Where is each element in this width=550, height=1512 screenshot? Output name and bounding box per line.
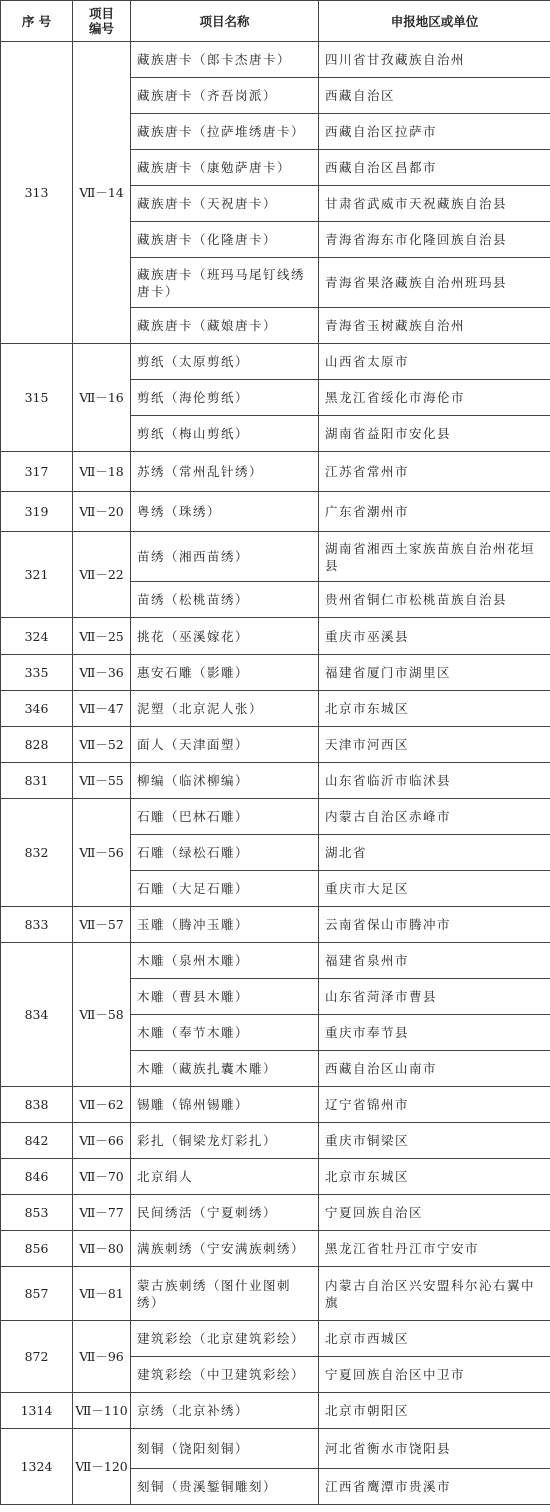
project-name-cell: 藏族唐卡（郎卡杰唐卡） [131, 42, 319, 78]
project-name-cell: 苗绣（松桃苗绣） [131, 582, 319, 618]
project-name-cell: 刻铜（贵溪錾铜雕刻） [131, 1469, 319, 1505]
table-row [1, 691, 550, 727]
table-row [1, 618, 550, 655]
project-name-cell: 藏族唐卡（藏娘唐卡） [131, 308, 319, 344]
seq-cell: 324 [1, 618, 73, 655]
project-name-cell: 泥塑（北京泥人张） [131, 691, 319, 727]
region-cell: 重庆市奉节县 [319, 1015, 550, 1051]
code-cell: Ⅶ－47 [73, 691, 131, 727]
header-code-line1: 项目 [88, 6, 114, 21]
region-cell: 辽宁省锦州市 [319, 1087, 550, 1123]
project-name-cell: 石雕（巴林石雕） [131, 799, 319, 835]
seq-cell: 846 [1, 1159, 73, 1195]
region-cell: 宁夏回族自治区中卫市 [319, 1357, 550, 1393]
table-row [1, 452, 550, 492]
header-seq: 序 号 [1, 1, 73, 42]
project-name-cell: 刻铜（饶阳刻铜） [131, 1429, 319, 1469]
project-name-cell: 苗绣（湘西苗绣） [131, 532, 319, 582]
region-cell: 河北省衡水市饶阳县 [319, 1429, 550, 1469]
region-cell: 青海省海东市化隆回族自治县 [319, 222, 550, 258]
code-cell: Ⅶ－14 [73, 42, 131, 344]
seq-cell: 842 [1, 1123, 73, 1159]
project-name-cell: 满族刺绣（宁安满族刺绣） [131, 1231, 319, 1267]
code-cell: Ⅶ－62 [73, 1087, 131, 1123]
seq-cell: 319 [1, 492, 73, 532]
region-cell: 重庆市巫溪县 [319, 618, 550, 655]
project-name-cell: 石雕（大足石雕） [131, 871, 319, 907]
seq-cell: 346 [1, 691, 73, 727]
code-cell: Ⅶ－80 [73, 1231, 131, 1267]
seq-cell: 313 [1, 42, 73, 344]
table-row [1, 1393, 550, 1429]
project-name-cell: 藏族唐卡（拉萨堆绣唐卡） [131, 114, 319, 150]
seq-cell: 335 [1, 655, 73, 691]
project-name-cell: 剪纸（海伦剪纸） [131, 380, 319, 416]
region-cell: 黑龙江省牡丹江市宁安市 [319, 1231, 550, 1267]
seq-cell: 1324 [1, 1429, 73, 1505]
region-cell: 湖南省湘西土家族苗族自治州花垣县 [319, 532, 550, 582]
seq-cell: 315 [1, 344, 73, 452]
table-row [1, 763, 550, 799]
table-body [1, 42, 550, 1505]
region-cell: 福建省厦门市湖里区 [319, 655, 550, 691]
region-cell: 江西省鹰潭市贵溪市 [319, 1469, 550, 1505]
table-row [1, 1231, 550, 1267]
table-row [1, 1159, 550, 1195]
project-name-cell: 京绣（北京补绣） [131, 1393, 319, 1429]
region-cell: 广东省潮州市 [319, 492, 550, 532]
seq-cell: 857 [1, 1267, 73, 1321]
project-name-cell: 粤绣（珠绣） [131, 492, 319, 532]
region-cell: 北京市朝阳区 [319, 1393, 550, 1429]
project-name-cell: 蒙古族刺绣（图什业图刺绣） [131, 1267, 319, 1321]
region-cell: 西藏自治区 [319, 78, 550, 114]
project-name-cell: 玉雕（腾冲玉雕） [131, 907, 319, 943]
region-cell: 湖南省益阳市安化县 [319, 416, 550, 452]
region-cell: 内蒙古自治区赤峰市 [319, 799, 550, 835]
region-cell: 西藏自治区昌都市 [319, 150, 550, 186]
seq-cell: 1314 [1, 1393, 73, 1429]
seq-cell: 832 [1, 799, 73, 907]
project-name-cell: 苏绣（常州乱针绣） [131, 452, 319, 492]
project-name-cell: 木雕（奉节木雕） [131, 1015, 319, 1051]
project-name-cell: 建筑彩绘（北京建筑彩绘） [131, 1321, 319, 1357]
seq-cell: 838 [1, 1087, 73, 1123]
region-cell: 黑龙江省绥化市海伦市 [319, 380, 550, 416]
region-cell: 内蒙古自治区兴安盟科尔沁右翼中旗 [319, 1267, 550, 1321]
project-name-cell: 剪纸（梅山剪纸） [131, 416, 319, 452]
project-name-cell: 彩扎（铜梁龙灯彩扎） [131, 1123, 319, 1159]
region-cell: 西藏自治区山南市 [319, 1051, 550, 1087]
region-cell: 宁夏回族自治区 [319, 1195, 550, 1231]
region-cell: 北京市西城区 [319, 1321, 550, 1357]
code-cell: Ⅶ－57 [73, 907, 131, 943]
region-cell: 山东省临沂市临沭县 [319, 763, 550, 799]
project-name-cell: 藏族唐卡（化隆唐卡） [131, 222, 319, 258]
region-cell: 江苏省常州市 [319, 452, 550, 492]
project-name-cell: 木雕（曹县木雕） [131, 979, 319, 1015]
region-cell: 甘肃省武威市天祝藏族自治县 [319, 186, 550, 222]
code-cell: Ⅶ－70 [73, 1159, 131, 1195]
code-cell: Ⅶ－16 [73, 344, 131, 452]
project-name-cell: 柳编（临沭柳编） [131, 763, 319, 799]
project-name-cell: 藏族唐卡（班玛马尾钉线绣唐卡） [131, 258, 319, 308]
region-cell: 北京市东城区 [319, 1159, 550, 1195]
code-cell: Ⅶ－96 [73, 1321, 131, 1393]
project-name-cell: 木雕（泉州木雕） [131, 943, 319, 979]
table-row [1, 1321, 550, 1357]
region-cell: 贵州省铜仁市松桃苗族自治县 [319, 582, 550, 618]
seq-cell: 872 [1, 1321, 73, 1393]
code-cell: Ⅶ－20 [73, 492, 131, 532]
project-name-cell: 民间绣活（宁夏刺绣） [131, 1195, 319, 1231]
region-cell: 北京市东城区 [319, 691, 550, 727]
project-name-cell: 面人（天津面塑） [131, 727, 319, 763]
table-row [1, 727, 550, 763]
project-name-cell: 北京绢人 [131, 1159, 319, 1195]
project-name-cell: 木雕（藏族扎囊木雕） [131, 1051, 319, 1087]
project-name-cell: 锡雕（锦州锡雕） [131, 1087, 319, 1123]
seq-cell: 856 [1, 1231, 73, 1267]
region-cell: 福建省泉州市 [319, 943, 550, 979]
project-name-cell: 藏族唐卡（康勉萨唐卡） [131, 150, 319, 186]
project-name-cell: 藏族唐卡（齐吾岗派） [131, 78, 319, 114]
project-name-cell: 剪纸（太原剪纸） [131, 344, 319, 380]
table-row [1, 344, 550, 380]
code-cell: Ⅶ－55 [73, 763, 131, 799]
code-cell: Ⅶ－52 [73, 727, 131, 763]
table-row [1, 1267, 550, 1321]
region-cell: 重庆市铜梁区 [319, 1123, 550, 1159]
project-name-cell: 藏族唐卡（天祝唐卡） [131, 186, 319, 222]
region-cell: 天津市河西区 [319, 727, 550, 763]
table-row [1, 532, 550, 582]
header-region: 申报地区或单位 [319, 1, 550, 42]
table-row [1, 1087, 550, 1123]
seq-cell: 834 [1, 943, 73, 1087]
project-name-cell: 惠安石雕（影雕） [131, 655, 319, 691]
table-row [1, 1195, 550, 1231]
seq-cell: 317 [1, 452, 73, 492]
region-cell: 四川省甘孜藏族自治州 [319, 42, 550, 78]
code-cell: Ⅶ－110 [73, 1393, 131, 1429]
table-row [1, 799, 550, 835]
code-cell: Ⅶ－22 [73, 532, 131, 618]
project-name-cell: 建筑彩绘（中卫建筑彩绘） [131, 1357, 319, 1393]
header-name: 项目名称 [131, 1, 319, 42]
code-cell: Ⅶ－77 [73, 1195, 131, 1231]
seq-cell: 853 [1, 1195, 73, 1231]
code-cell: Ⅶ－58 [73, 943, 131, 1087]
header-row [1, 1, 550, 42]
code-cell: Ⅶ－81 [73, 1267, 131, 1321]
header-code-line2: 编号 [88, 21, 114, 36]
seq-cell: 831 [1, 763, 73, 799]
code-cell: Ⅶ－66 [73, 1123, 131, 1159]
seq-cell: 833 [1, 907, 73, 943]
region-cell: 云南省保山市腾冲市 [319, 907, 550, 943]
table-row [1, 943, 550, 979]
table-row [1, 655, 550, 691]
region-cell: 青海省玉树藏族自治州 [319, 308, 550, 344]
table-row [1, 1123, 550, 1159]
region-cell: 湖北省 [319, 835, 550, 871]
region-cell: 重庆市大足区 [319, 871, 550, 907]
region-cell: 西藏自治区拉萨市 [319, 114, 550, 150]
region-cell: 山东省菏泽市曹县 [319, 979, 550, 1015]
code-cell: Ⅶ－56 [73, 799, 131, 907]
code-cell: Ⅶ－25 [73, 618, 131, 655]
code-cell: Ⅶ－120 [73, 1429, 131, 1505]
region-cell: 山西省太原市 [319, 344, 550, 380]
project-name-cell: 石雕（绿松石雕） [131, 835, 319, 871]
table-row [1, 42, 550, 78]
code-cell: Ⅶ－18 [73, 452, 131, 492]
table-row [1, 1429, 550, 1469]
table-row [1, 492, 550, 532]
header-code [73, 1, 131, 42]
region-cell: 青海省果洛藏族自治州班玛县 [319, 258, 550, 308]
code-cell: Ⅶ－36 [73, 655, 131, 691]
project-name-cell: 挑花（巫溪嫁花） [131, 618, 319, 655]
seq-cell: 828 [1, 727, 73, 763]
seq-cell: 321 [1, 532, 73, 618]
table-row [1, 907, 550, 943]
